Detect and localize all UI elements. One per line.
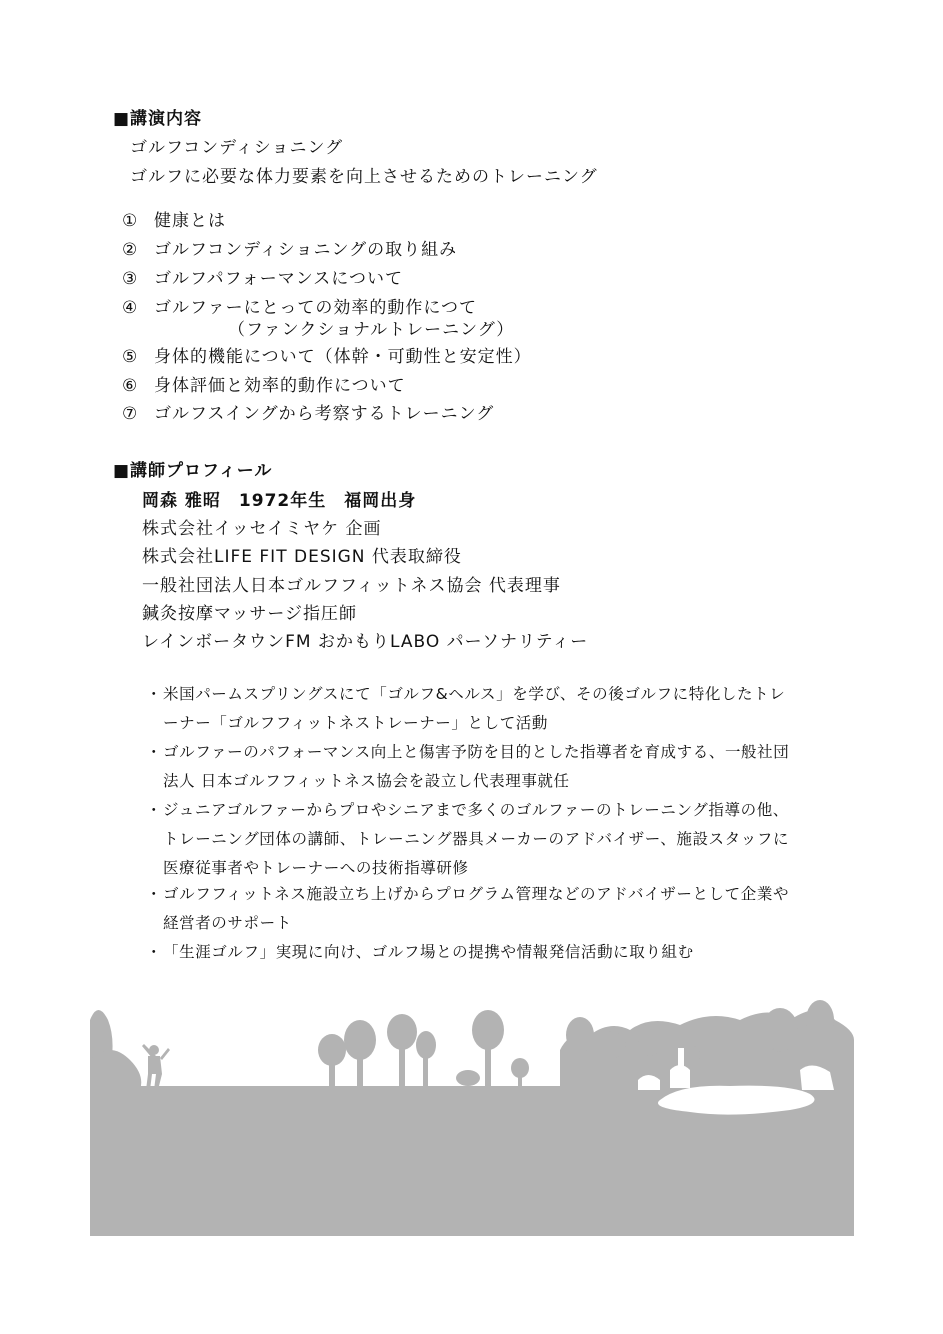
profile-line: 株式会社LIFE FIT DESIGN 代表取締役 — [142, 547, 462, 567]
topic-text: ゴルフスイングから考察するトレーニング — [154, 404, 495, 424]
topic-text: ゴルファーにとっての効率的動作につて — [154, 298, 477, 318]
topic-number: ① — [122, 211, 139, 231]
bullet-text: ゴルフフィットネス施設立ち上げからプログラム管理などのアドバイザーとして企業や経営者のサポート — [163, 885, 790, 932]
bullet-text: ゴルファーのパフォーマンス向上と傷害予防を目的とした指導者を育成する、一般社団法人 日本ゴルフフィットネス協会を設立し代表理事就任 — [163, 743, 790, 790]
bio-bullet — [146, 796, 796, 883]
topic-number: ② — [122, 240, 139, 260]
topic-number: ⑥ — [122, 376, 139, 396]
topic-text: 身体評価と効率的動作について — [154, 376, 406, 396]
bio-bullet — [146, 738, 796, 796]
topic-text: ゴルフコンディショニングの取り組み — [154, 240, 458, 260]
topic-item — [122, 235, 457, 260]
topic-subtext: （ファンクショナルトレーニング） — [228, 320, 515, 340]
topic-text: 身体的機能について（体幹・可動性と安定性） — [154, 347, 532, 367]
topic-number: ④ — [122, 298, 139, 318]
topic-item — [122, 399, 494, 424]
profile-line: 鍼灸按摩マッサージ指圧師 — [142, 604, 357, 624]
topic-item — [122, 342, 532, 367]
golf-course-silhouette — [90, 1000, 854, 1236]
profile-line: レインボータウンFM おかもりLABO パーソナリティー — [142, 632, 589, 652]
lecture-heading: ■講演内容 — [113, 109, 203, 129]
instructor-name: 岡森 雅昭 1972年生 福岡出身 — [142, 491, 417, 511]
bio-bullet — [146, 880, 796, 938]
topic-number: ③ — [122, 269, 139, 289]
profile-line: 株式会社イッセイミヤケ 企画 — [142, 519, 382, 539]
bullet-mark: ・ — [146, 885, 163, 903]
bio-bullet — [146, 680, 796, 738]
topic-item — [122, 206, 226, 231]
topic-number: ⑤ — [122, 347, 139, 367]
topic-item — [122, 264, 403, 289]
bullet-text: 「生涯ゴルフ」実現に向け、ゴルフ場との提携や情報発信活動に取り組む — [163, 943, 694, 961]
topic-item — [122, 371, 406, 396]
lecture-title: ゴルフコンディショニング — [130, 138, 344, 158]
bullet-text: ジュニアゴルファーからプロやシニアまで多くのゴルファーのトレーニング指導の他、トレーニング団体の講師、トレーニング器具メーカーのアドバイザー、施設スタッフに医療従事者やトレーナーへの技術指導研修 — [163, 801, 790, 877]
bio-bullet — [146, 938, 796, 967]
topic-text: 健康とは — [154, 211, 226, 231]
topic-number: ⑦ — [122, 404, 139, 424]
profile-heading: ■講師プロフィール — [113, 461, 273, 481]
profile-line: 一般社団法人日本ゴルフフィットネス協会 代表理事 — [142, 576, 561, 596]
bullet-mark: ・ — [146, 801, 163, 819]
bullet-mark: ・ — [146, 943, 163, 961]
bullet-mark: ・ — [146, 743, 163, 761]
topic-text: ゴルフパフォーマンスについて — [154, 269, 403, 289]
lecture-subtitle: ゴルフに必要な体力要素を向上させるためのトレーニング — [130, 167, 598, 187]
bullet-text: 米国パームスプリングスにて「ゴルフ&ヘルス」を学び、その後ゴルフに特化したトレーナー「ゴルフフィットネストレーナー」として活動 — [163, 685, 786, 732]
landscape-shapes — [90, 1000, 854, 1236]
bullet-mark: ・ — [146, 685, 163, 703]
